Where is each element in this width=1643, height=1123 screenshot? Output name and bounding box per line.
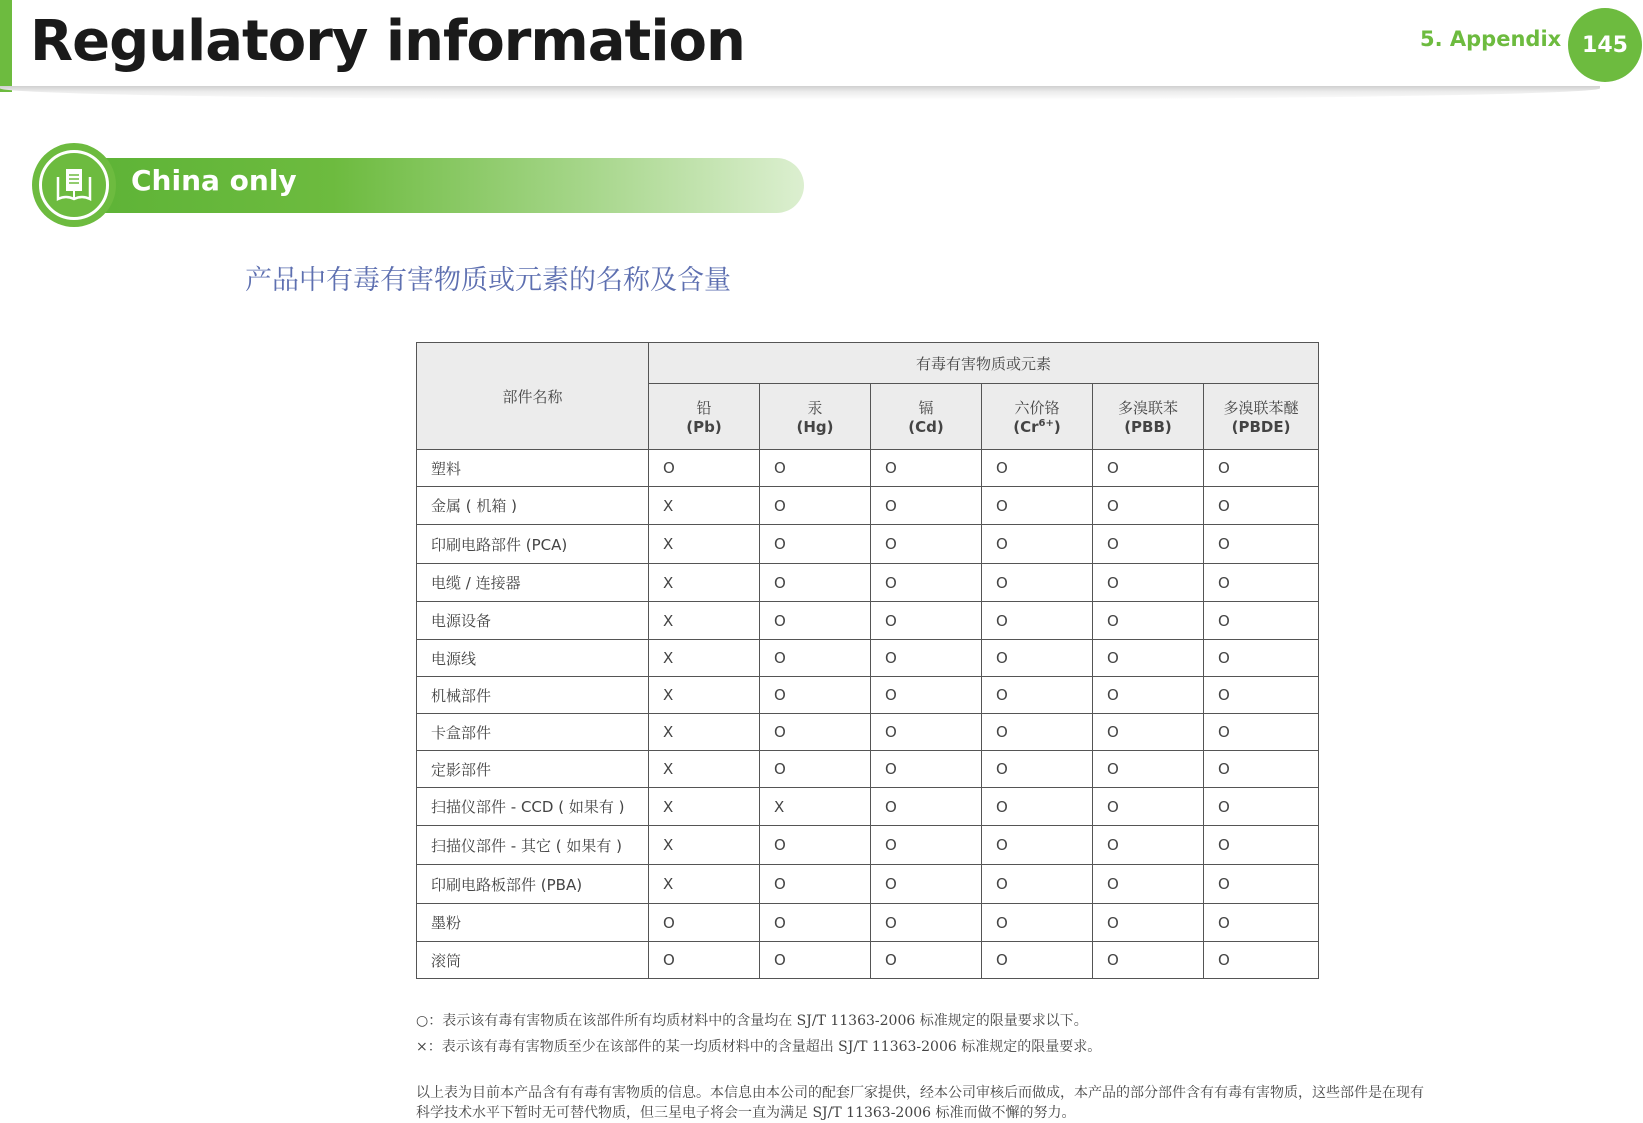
substance-mark-cell: O [760,640,871,677]
substance-mark-cell: X [649,714,760,751]
column-header-pbb: 多溴联苯 (PBB) [1093,384,1204,450]
substance-mark-cell: O [760,826,871,865]
substance-mark-cell: X [649,487,760,525]
substance-mark-cell: O [871,788,982,826]
part-name-cell: 卡盒部件 [417,714,649,751]
substance-mark-cell: O [982,677,1093,714]
note-o: ○：表示该有毒有害物质在该部件所有均质材料中的含量均在 SJ/T 11363-2006 标准规定的限量要求以下。 [416,1013,1088,1029]
table-row [417,788,1319,826]
substance-mark-cell: O [760,525,871,564]
substance-mark-cell: O [871,904,982,942]
note-x: ×：表示该有毒有害物质至少在该部件的某一均质材料中的含量超出 SJ/T 11363-2006 标准规定的限量要求。 [416,1039,1102,1055]
substance-mark-cell: O [871,450,982,487]
substance-mark-cell: X [649,865,760,904]
substance-mark-cell: O [1093,487,1204,525]
part-name-cell: 扫描仪部件 - CCD ( 如果有 ) [417,788,649,826]
part-name-cell: 金属 ( 机箱 ) [417,487,649,525]
substance-mark-cell: O [1093,751,1204,788]
substance-mark-cell: O [1093,602,1204,640]
disclaimer-paragraph: 以上表为目前本产品含有有毒有害物质的信息。本信息由本公司的配套厂家提供，经本公司审核后而做成，本产品的部分部件含有有毒有害物质，这些部件是在现有科学技术水平下暂时无可替代物质，但三星电子将会一直为满足 SJ/T 11363-2006 标准而做不懈的努力。 [416,1085,1424,1121]
substance-mark-cell: O [982,564,1093,602]
table-row [417,865,1319,904]
substance-mark-cell: O [982,865,1093,904]
substance-mark-cell: O [982,450,1093,487]
substance-mark-cell: O [760,677,871,714]
part-name-cell: 滚筒 [417,942,649,979]
part-name-cell: 机械部件 [417,677,649,714]
part-name-header: 部件名称 [417,343,649,450]
substance-mark-cell: O [1093,677,1204,714]
substances-group-header: 有毒有害物质或元素 [649,343,1319,384]
part-name-cell: 塑料 [417,450,649,487]
table-row [417,677,1319,714]
table-row [417,714,1319,751]
part-name-cell: 定影部件 [417,751,649,788]
part-name-cell: 扫描仪部件 - 其它 ( 如果有 ) [417,826,649,865]
document-heading: 产品中有毒有害物质或元素的名称及含量 [245,265,731,296]
substance-mark-cell: O [1204,788,1319,826]
substance-mark-cell: O [1093,640,1204,677]
substance-mark-cell: O [649,904,760,942]
substance-mark-cell: O [1093,865,1204,904]
substance-mark-cell: O [760,450,871,487]
substance-mark-cell: O [871,826,982,865]
page-title: Regulatory information [30,9,745,74]
table-row [417,640,1319,677]
hazardous-substances-table [416,342,1319,979]
banner-title: China only [131,164,297,197]
substance-mark-cell: O [1204,450,1319,487]
substance-mark-cell: O [982,640,1093,677]
table-row [417,487,1319,525]
column-header-pbde: 多溴联苯醚 (PBDE) [1204,384,1319,450]
substance-mark-cell: O [1093,826,1204,865]
column-header-pb: 铅 (Pb) [649,384,760,450]
substance-mark-cell: O [982,487,1093,525]
table-row [417,602,1319,640]
substance-mark-cell: O [1093,450,1204,487]
substance-mark-cell: O [982,751,1093,788]
page-number-badge: 145 [1568,8,1642,82]
substance-mark-cell: O [760,564,871,602]
legend-notes [416,1008,1101,1060]
substance-mark-cell: X [649,677,760,714]
substance-mark-cell: O [1093,525,1204,564]
substance-mark-cell: O [760,865,871,904]
substance-mark-cell: O [982,525,1093,564]
substance-mark-cell: O [1204,826,1319,865]
banner-icon-badge [32,143,116,227]
substance-mark-cell: O [1204,640,1319,677]
column-header-cd: 镉 (Cd) [871,384,982,450]
substance-mark-cell: X [649,640,760,677]
substance-mark-cell: O [1093,788,1204,826]
part-name-cell: 印刷电路部件 (PCA) [417,525,649,564]
substance-mark-cell: O [649,942,760,979]
header-accent-bar [0,0,12,92]
substance-mark-cell: O [760,714,871,751]
substance-mark-cell: O [760,904,871,942]
substance-mark-cell: O [1204,751,1319,788]
substance-mark-cell: O [871,751,982,788]
substance-mark-cell: O [1204,487,1319,525]
substance-mark-cell: O [871,602,982,640]
substance-mark-cell: O [1204,904,1319,942]
substance-mark-cell: O [871,714,982,751]
substance-mark-cell: O [1204,714,1319,751]
substance-mark-cell: O [871,640,982,677]
substance-mark-cell: X [649,788,760,826]
substance-mark-cell: X [649,525,760,564]
substance-mark-cell: O [1093,714,1204,751]
substance-mark-cell: O [871,487,982,525]
part-name-cell: 墨粉 [417,904,649,942]
book-icon [54,165,94,205]
substance-mark-cell: O [1204,865,1319,904]
table-row [417,826,1319,865]
table-row [417,942,1319,979]
substance-mark-cell: O [871,564,982,602]
part-name-cell: 电源线 [417,640,649,677]
substance-mark-cell: O [760,487,871,525]
substance-mark-cell: O [982,714,1093,751]
substance-mark-cell: O [871,942,982,979]
column-header-cr6: 六价铬 $(Cr^{6+})$ [982,384,1093,450]
table-row [417,525,1319,564]
substance-mark-cell: X [649,564,760,602]
substance-mark-cell: O [1204,525,1319,564]
substance-mark-cell: O [982,602,1093,640]
substance-mark-cell: O [982,904,1093,942]
part-name-cell: 印刷电路板部件 (PBA) [417,865,649,904]
section-label: 5. Appendix [1420,27,1562,51]
substance-mark-cell: O [1093,564,1204,602]
substance-mark-cell: X [649,751,760,788]
substance-mark-cell: O [982,942,1093,979]
substance-mark-cell: O [1204,677,1319,714]
substance-mark-cell: O [649,450,760,487]
table-row [417,904,1319,942]
substance-mark-cell: X [649,602,760,640]
table-row [417,564,1319,602]
table-row [417,450,1319,487]
substance-mark-cell: O [760,751,871,788]
substance-mark-cell: O [871,525,982,564]
substance-mark-cell: O [760,602,871,640]
substance-mark-cell: O [1204,564,1319,602]
substance-mark-cell: O [1204,942,1319,979]
substance-mark-cell: X [760,788,871,826]
table-body [417,450,1319,979]
substance-mark-cell: O [871,677,982,714]
part-name-cell: 电缆 / 连接器 [417,564,649,602]
substance-mark-cell: O [760,942,871,979]
header-divider [0,86,1600,100]
column-header-hg: 汞 (Hg) [760,384,871,450]
substance-mark-cell: O [1093,904,1204,942]
part-name-cell: 电源设备 [417,602,649,640]
substance-mark-cell: X [649,826,760,865]
substance-mark-cell: O [1093,942,1204,979]
substance-mark-cell: O [871,865,982,904]
substance-mark-cell: O [1204,602,1319,640]
table-row [417,751,1319,788]
substance-mark-cell: O [982,826,1093,865]
substance-mark-cell: O [982,788,1093,826]
